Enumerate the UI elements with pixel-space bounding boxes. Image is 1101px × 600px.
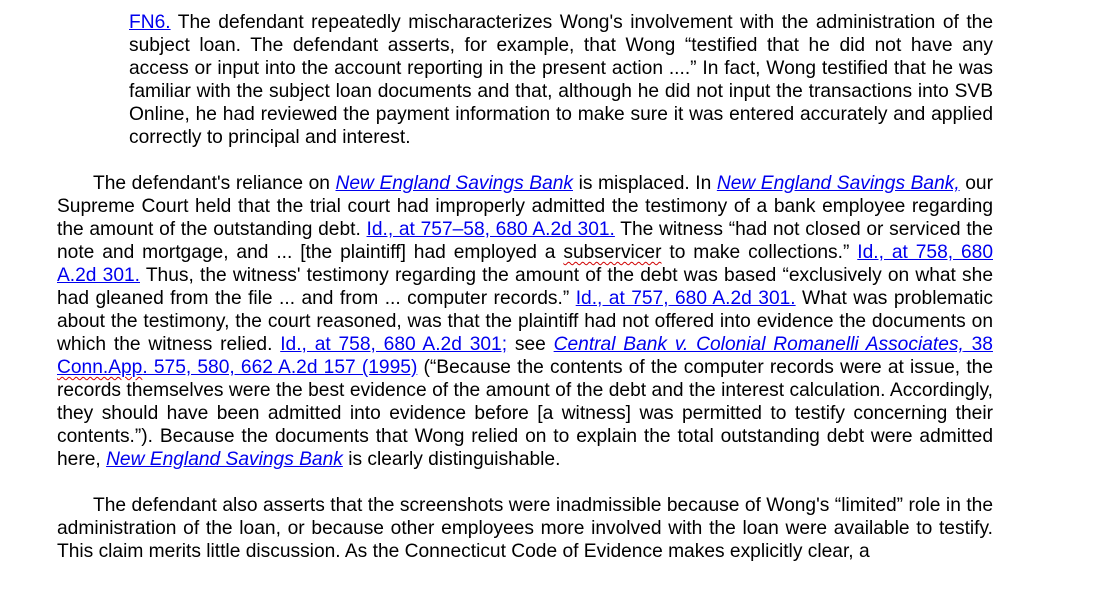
case-link-new-england-savings-bank[interactable]: New England Savings Bank — [335, 173, 573, 194]
case-link-new-england-savings-bank-3[interactable]: New England Savings Bank — [106, 449, 343, 470]
paragraph-text: The defendant also asserts that the screenshots were inadmissible because of Wong's “limited” role in the administration of the loan, or because other employees more involved with the loan were available to testify. This claim merits little discussion. As the Connecticut Code of Evidence makes explicitly clear, a — [57, 495, 993, 562]
text-run: The witness “had not closed or serviced the note and mortgage, and ... [the plaintiff] had employed a — [57, 219, 993, 263]
text-run: is misplaced. In — [573, 173, 717, 194]
citation-pages: . 575, 580, 662 A.2d 157 (1995) — [142, 357, 418, 378]
text-run: The defendant's reliance on — [93, 173, 336, 194]
citation-link-id-757-58[interactable]: Id., at 757–58, 680 A.2d 301. — [366, 219, 615, 240]
text-run: see — [507, 334, 554, 355]
text-run: is clearly distinguishable. — [342, 449, 561, 470]
spellcheck-word-conn-app: Conn.App — [57, 357, 143, 378]
text-run: What was problematic about the testimony, the court reasoned, was that the plaintiff had not offered into evidence the documents on which the witness relied. — [57, 288, 994, 355]
footnote-text: The defendant repeatedly mischaracterizes Wong's involvement with the administration of the subject loan. The defendant asserts, for example, that Wong “testified that he did not have any access or input into the account reporting in the present action ....” In fact, Wong testified that he was familiar with the subject loan documents and that, although he did not input the transactions into SVB Online, he had reviewed the payment information to make sure it was entered accurately and applied correctly to principal and interest. — [129, 12, 993, 148]
footnote-label-link[interactable]: FN6. — [129, 12, 171, 33]
citation-link-id-757[interactable]: Id., at 757, 680 A.2d 301. — [575, 288, 796, 309]
case-link-new-england-savings-bank-2[interactable]: New England Savings Bank, — [716, 173, 960, 194]
text-run: (“Because the contents of the computer records were at issue, the records themselves were the best evidence of the amount of the debt and the interest calculation. Accordingly, they should have been admitted into evidence before [a witness] was permitted to testify concerning their contents.”). Because the documents that Wong relied on to explain the total outstanding debt were admitted here, — [57, 357, 993, 470]
case-link-central-bank[interactable]: Central Bank v. Colonial Romanelli Associates, — [553, 334, 964, 355]
spellcheck-word-subservicer: subservicer — [563, 242, 662, 263]
paragraph-limited-role — [57, 494, 993, 563]
text-run: to make collections.” — [661, 242, 858, 263]
text-run: our Supreme Court held that the trial court had improperly admitted the testimony of a bank employee regarding the amount of the outstanding debt. — [57, 173, 993, 240]
footnote-fn6 — [129, 11, 993, 149]
citation-link-id-758-2[interactable]: Id., at 758, 680 A.2d 301; — [280, 334, 508, 355]
citation-volume: 38 — [963, 334, 993, 355]
paragraph-reliance — [57, 172, 993, 471]
citation-link-id-758[interactable]: Id., at 758, 680 A.2d 301. — [57, 242, 993, 286]
text-run: Thus, the witness' testimony regarding the amount of the debt was based “exclusively on what she had gleaned from the file ... and from ... computer records.” — [57, 265, 993, 309]
